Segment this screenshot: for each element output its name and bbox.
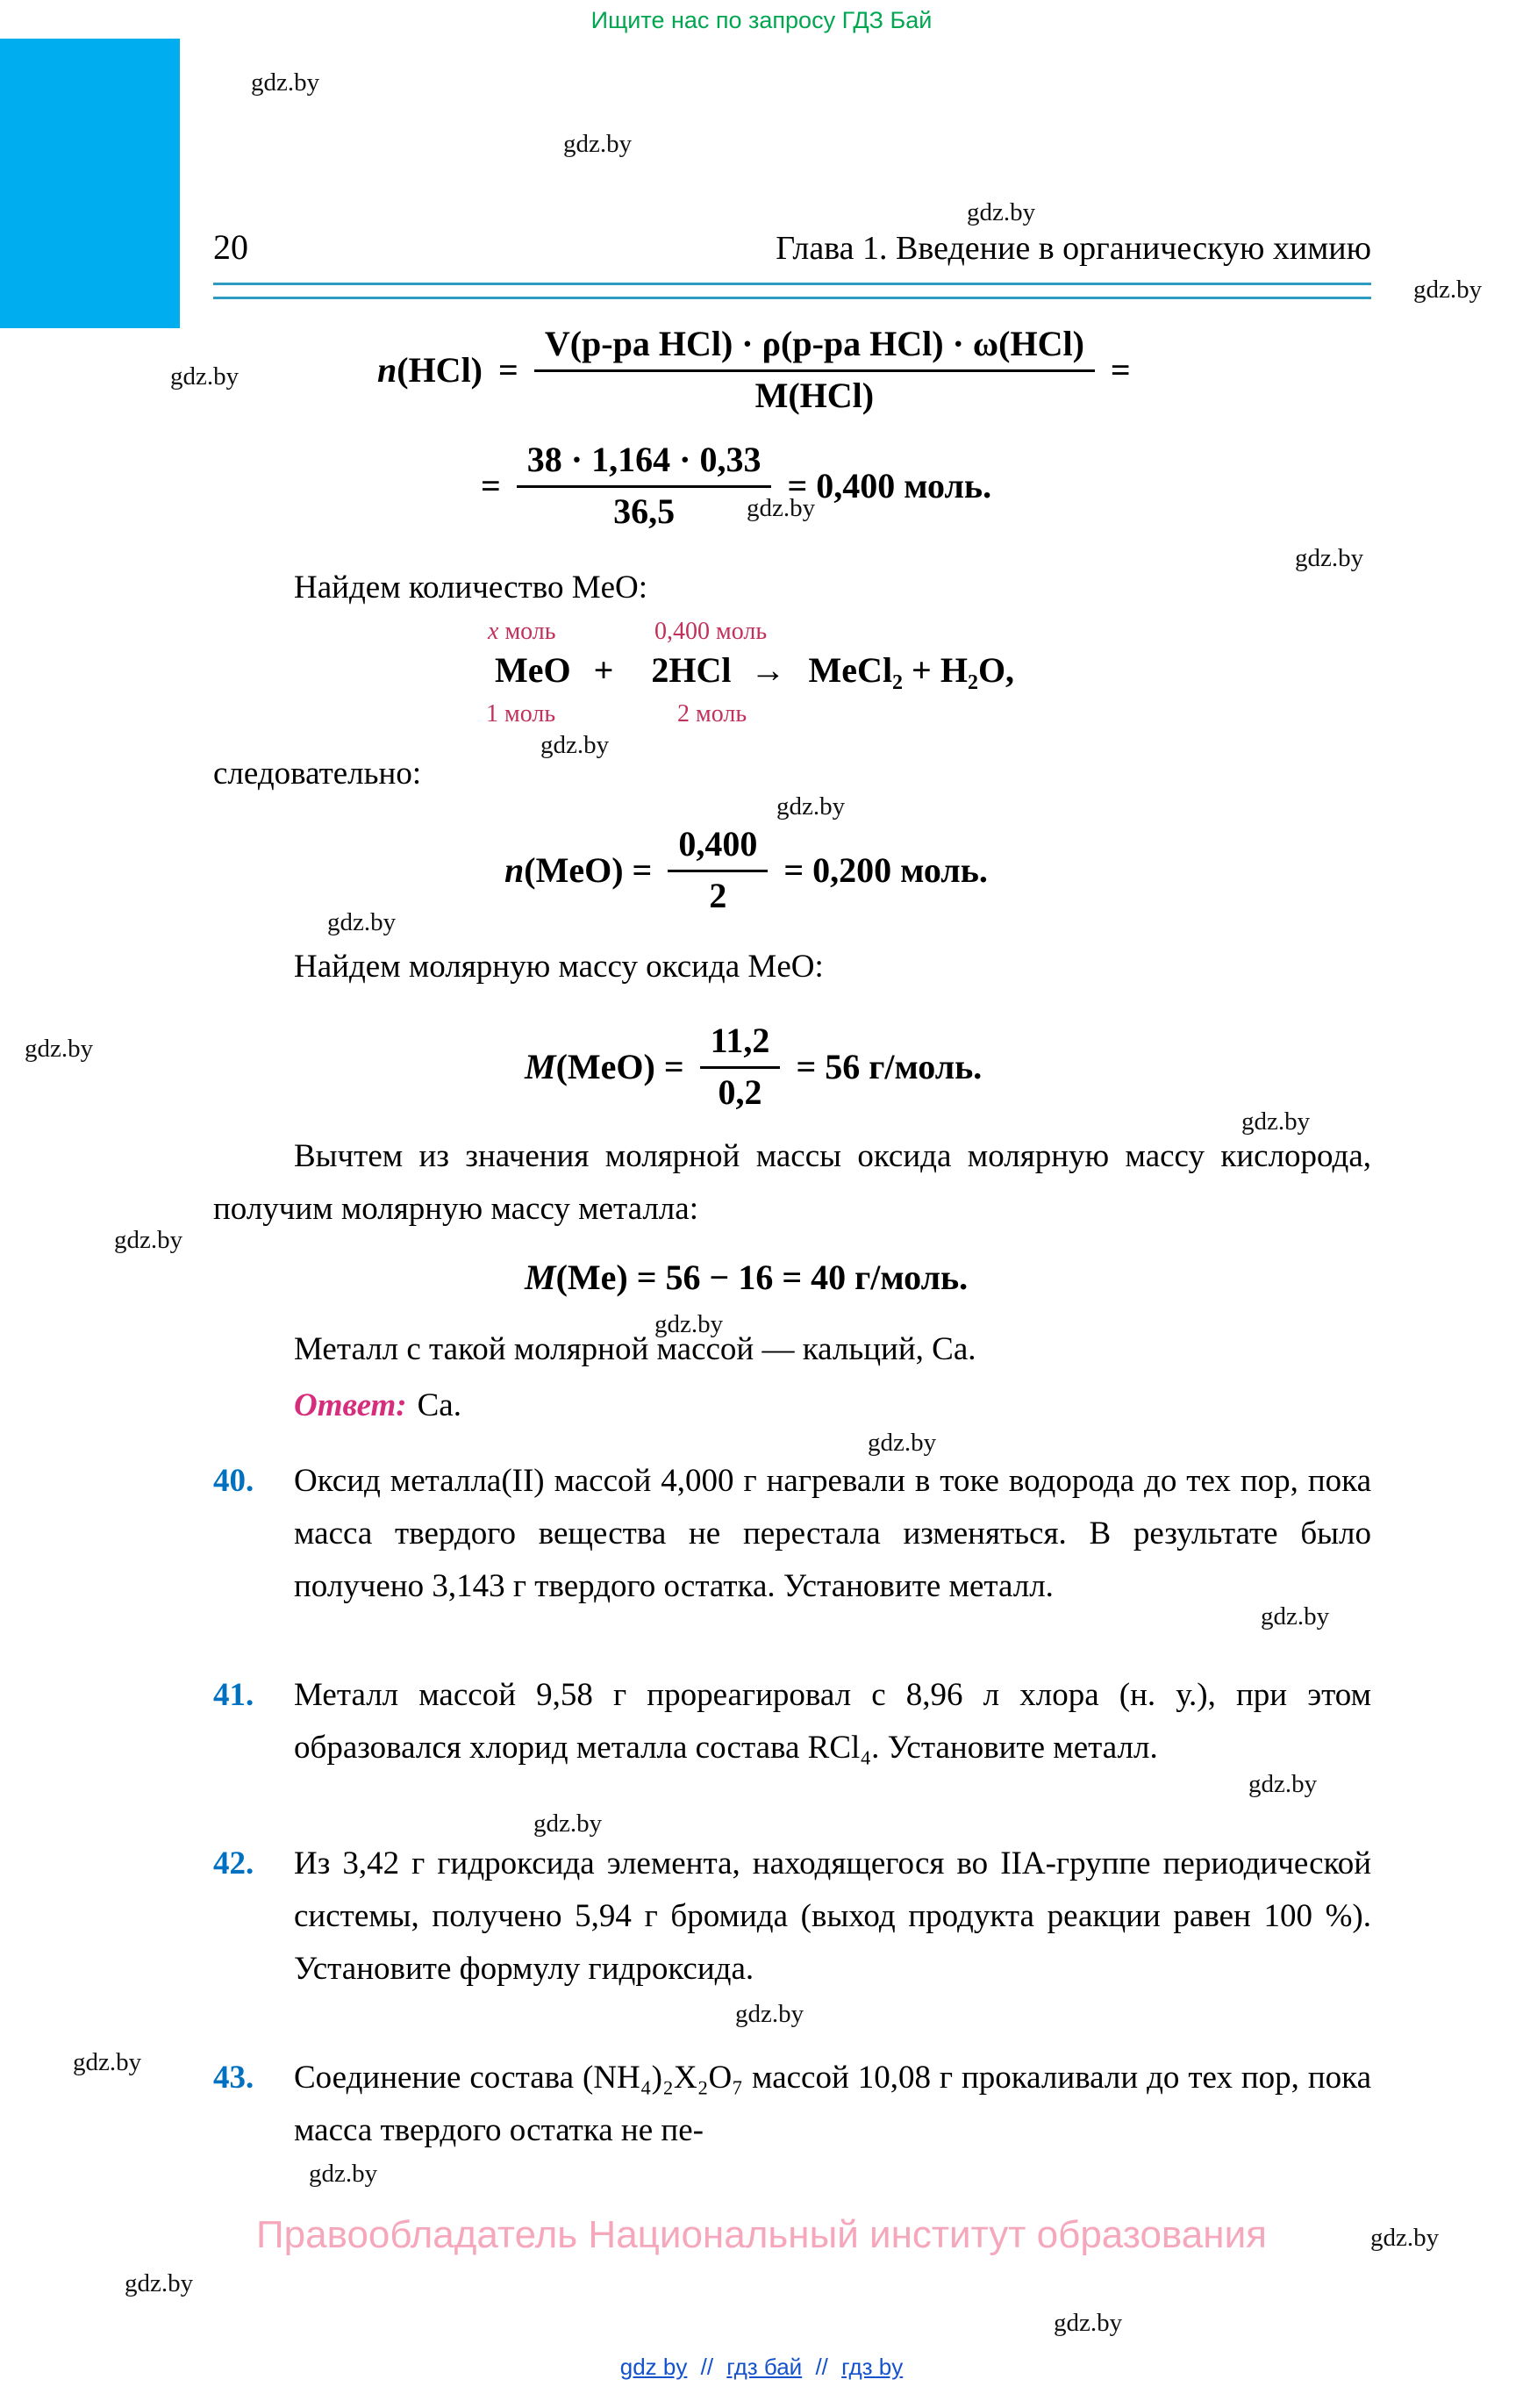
moles-label-0400: 0,400 моль [654, 618, 768, 645]
watermark: gdz.by [1054, 2309, 1123, 2337]
equation-term-2hcl: 2HCl [651, 650, 732, 690]
problem-number: 40. [213, 1463, 254, 1499]
equation-term-products: MeCl₂ + H₂O, [808, 650, 1015, 690]
formula-rest: (Me) = 56 − 16 = 40 г/моль. [555, 1258, 969, 1297]
answer-label: Ответ: [294, 1387, 407, 1423]
bottom-link-3[interactable]: гдз by [841, 2354, 904, 2380]
watermark: gdz.by [1413, 276, 1483, 304]
lhs-arg: (MeO) = [555, 1047, 684, 1087]
watermark: gdz.by [654, 1310, 724, 1338]
watermark: gdz.by [1261, 1602, 1330, 1630]
watermark: gdz.by [327, 908, 397, 936]
fraction [534, 323, 1095, 418]
watermark: gdz.by [1241, 1107, 1311, 1136]
watermark: gdz.by [114, 1226, 183, 1254]
copyright-footer: Правообладатель Национальный институт образования [256, 2213, 1267, 2256]
cyan-corner-block [0, 39, 180, 328]
paragraph-therefore: следовательно: [213, 756, 422, 792]
fraction-numerator: 0,400 [668, 823, 768, 872]
problem-41 [213, 1669, 1371, 1774]
var-n: n [504, 850, 525, 891]
formula-m-meo [525, 1020, 982, 1114]
formula-lhs [504, 849, 652, 891]
watermark: gdz.by [747, 494, 816, 522]
problem-43 [213, 2052, 1371, 2157]
problem-text: Оксид металла(II) массой 4,000 г нагревали в токе водорода до тех пор, пока масса твердого вещества не перестала изменяться. В результате было получено 3,143 г твердого остатка. Установите металл. [294, 1463, 1371, 1604]
moles-label-x [488, 618, 556, 646]
formula-lhs [525, 1257, 968, 1298]
problem-number: 43. [213, 2060, 254, 2096]
watermark: gdz.by [1295, 544, 1364, 572]
equals-sign: = [1110, 350, 1131, 391]
lhs-arg: (MeO) = [524, 850, 653, 891]
paragraph-subtract: Вычтем из значения молярной массы оксида молярную массу кислорода, получим молярную массу металла: [213, 1138, 1371, 1227]
bottom-link-2[interactable]: гдз бай [726, 2354, 803, 2380]
var-m: M [525, 1047, 556, 1087]
bottom-link-1[interactable]: gdz by [619, 2354, 688, 2380]
watermark: gdz.by [251, 68, 320, 97]
moles-label-1: 1 моль [486, 700, 556, 727]
link-separator: // [815, 2354, 828, 2380]
formula-n-hcl-value [481, 439, 991, 534]
formula-lhs [377, 349, 483, 391]
watermark: gdz.by [309, 2160, 378, 2188]
paragraph-find-molar-mass: Найдем молярную массу оксида MeO: [294, 949, 824, 985]
watermark: gdz.by [776, 792, 846, 821]
link-separator: // [700, 2354, 714, 2380]
formula-result: = 0,400 моль. [787, 466, 992, 506]
watermark: gdz.by [170, 362, 240, 391]
chemical-equation [486, 618, 1015, 727]
watermark: gdz.by [125, 2269, 194, 2297]
fraction-denominator: 36,5 [613, 491, 676, 531]
equation-main [495, 649, 1014, 691]
arrow-icon: → [750, 650, 786, 690]
problem-number: 41. [213, 1677, 254, 1713]
problem-number: 42. [213, 1845, 254, 1881]
header-double-rule [213, 283, 1371, 299]
problem-42 [213, 1838, 1371, 1996]
paragraph-find-meo: Найдем количество MeO: [294, 570, 648, 606]
moles-unit: моль [498, 618, 556, 645]
fraction [517, 439, 772, 534]
page-number: 20 [213, 227, 248, 267]
watermark: gdz.by [25, 1035, 94, 1063]
var-m: M [525, 1258, 556, 1297]
formula-m-me [525, 1257, 968, 1298]
moles-label-2: 2 моль [677, 700, 747, 727]
watermark: gdz.by [533, 1810, 603, 1838]
equals-sign: = [498, 350, 518, 391]
paragraph-metal: Металл с такой молярной массой — кальций, Ca. [294, 1331, 976, 1367]
watermark: gdz.by [563, 130, 633, 158]
formula-n-meo [504, 823, 988, 918]
lhs-arg: (HCl) [397, 350, 483, 391]
formula-n-hcl [377, 323, 1131, 418]
watermark: gdz.by [1370, 2224, 1440, 2252]
fraction-numerator: 11,2 [700, 1020, 781, 1069]
chapter-title: Глава 1. Введение в органическую химию [776, 230, 1371, 267]
equals-sign: = [481, 466, 501, 506]
bottom-links [0, 2354, 1523, 2381]
var-n: n [377, 350, 397, 391]
fraction [668, 823, 768, 918]
answer-line [294, 1380, 461, 1432]
watermark: gdz.by [1248, 1770, 1318, 1798]
equation-term-meo: MeO [495, 650, 571, 690]
problem-text: Из 3,42 г гидроксида элемента, находящегося во IIА-группе периодической системы, получено 5,94 г бромида (выход продукта реакции равен 100 %). Установите формулу гидроксида. [294, 1845, 1371, 1987]
watermark: gdz.by [73, 2048, 142, 2076]
formula-result: = 56 г/моль. [796, 1047, 983, 1087]
fraction-numerator: V(р-ра HCl) · ρ(р-ра HCl) · ω(HCl) [534, 323, 1095, 372]
var-x: x [488, 618, 499, 645]
watermark: gdz.by [540, 731, 610, 759]
fraction [700, 1020, 781, 1114]
watermark: gdz.by [735, 2000, 804, 2028]
problem-text: Металл массой 9,58 г прореагировал с 8,96 л хлора (н. у.), при этом образовался хлорид металла состава RCl₄. Установите металл. [294, 1677, 1371, 1766]
watermark: gdz.by [868, 1429, 937, 1457]
plus-sign: + [593, 650, 614, 690]
fraction-denominator: 0,2 [718, 1071, 762, 1112]
page-header [213, 226, 1371, 268]
watermark: gdz.by [967, 198, 1036, 226]
formula-lhs [525, 1046, 684, 1087]
fraction-denominator: 2 [709, 875, 727, 915]
top-search-link[interactable]: Ищите нас по запросу ГДЗ Бай [590, 7, 933, 33]
answer-value: Ca. [417, 1387, 461, 1423]
fraction-numerator: 38 · 1,164 · 0,33 [517, 439, 772, 488]
fraction-denominator: M(HCl) [754, 375, 875, 415]
problem-40 [213, 1455, 1371, 1613]
formula-result: = 0,200 моль. [783, 850, 988, 891]
problem-text: Соединение состава (NH₄)₂X₂O₇ массой 10,08 г прокаливали до тех пор, пока масса твердого остатка не пе- [294, 2060, 1371, 2148]
